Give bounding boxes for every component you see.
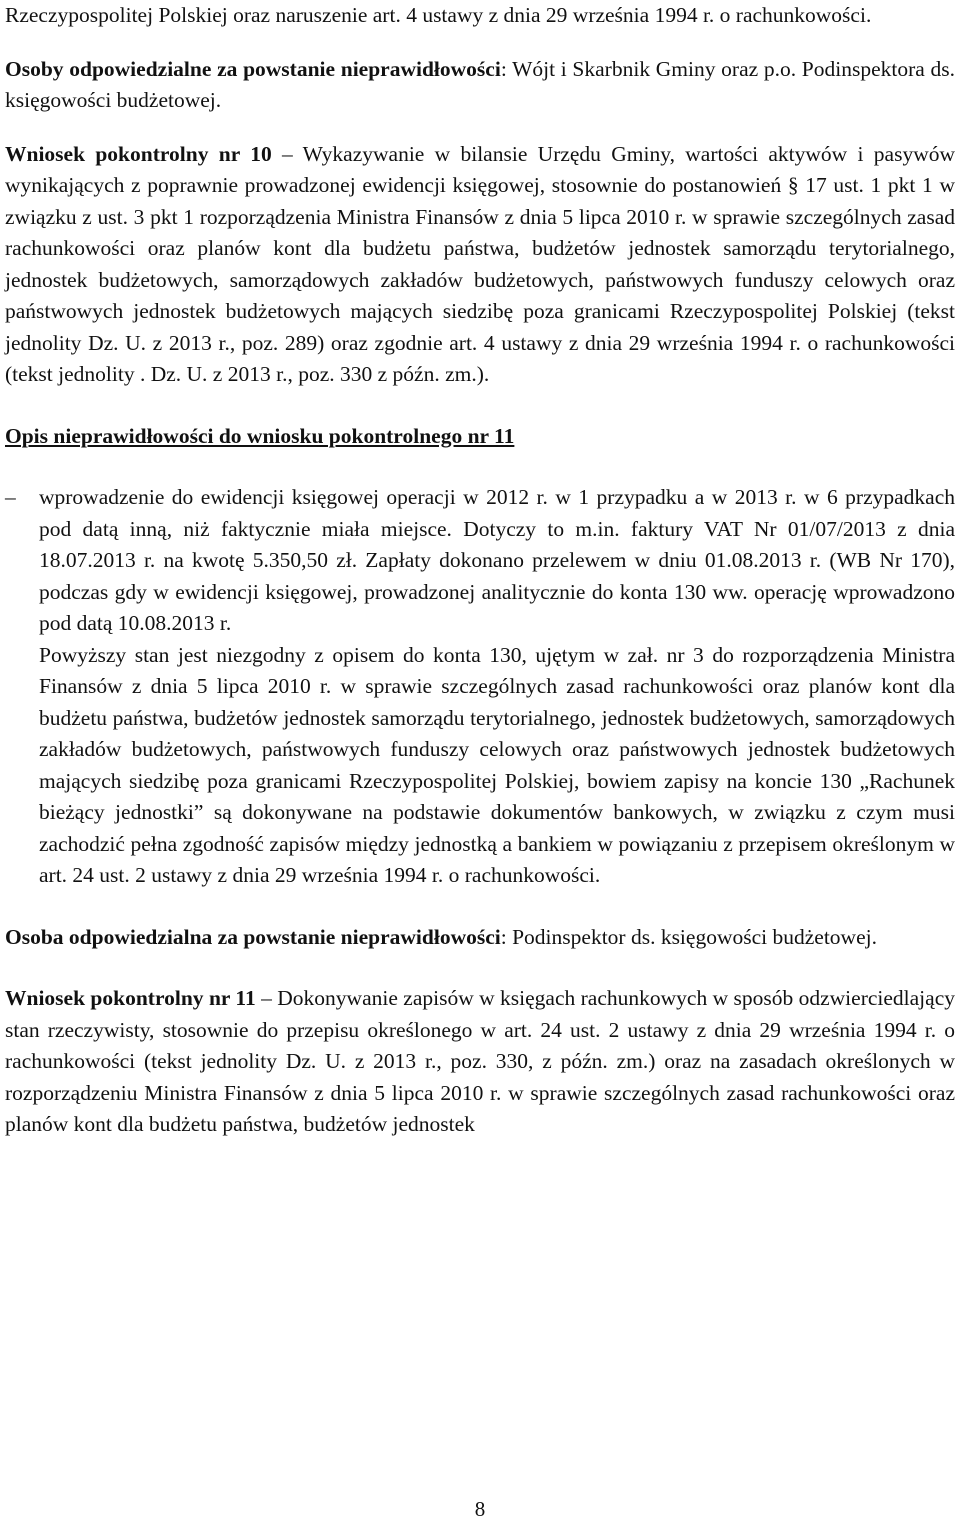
recommendation-10-label: Wniosek pokontrolny nr 10: [5, 141, 272, 166]
responsible-persons-label: Osoby odpowiedzialne za powstanie nieprawidłowości: [5, 56, 501, 81]
recommendation-10-paragraph: [5, 139, 955, 391]
responsible-person-text: : Podinspektor ds. księgowości budżetowej.: [500, 924, 877, 949]
recommendation-11-text: – Dokonywanie zapisów w księgach rachunkowych w sposób odzwierciedlający stan rzeczywisty, stosownie do przepisu określonego w art. 24 ust. 2 ustawy z dnia 29 września 1994 r. o rachunkowości (tekst jednolity Dz. U. z 2013 r., poz. 330, z późn. zm.) oraz na zasadach określonych w rozporządzeniu Ministra Finansów z dnia 5 lipca 2010 r. w sprawie szczególnych zasad rachunkowości oraz planów kont dla budżetu państwa, budżetów jednostek: [5, 986, 955, 1136]
recommendation-11-label: Wniosek pokontrolny nr 11: [5, 986, 256, 1010]
list-dash: –: [5, 485, 16, 509]
section-heading: Opis nieprawidłowości do wniosku pokontrolnego nr 11: [5, 423, 515, 448]
paragraph-continuation: Rzeczypospolitej Polskiej oraz naruszenie art. 4 ustawy z dnia 29 września 1994 r. o rachunkowości.: [5, 3, 872, 27]
responsible-person-paragraph: [5, 922, 955, 954]
recommendation-10-text: – Wykazywanie w bilansie Urzędu Gminy, wartości aktywów i pasywów wynikających z poprawnie prowadzonej ewidencji księgowej, stosownie do postanowień § 17 ust. 1 pkt 1 w związku z ust. 3 pkt 1 rozporządzenia Ministra Finansów z dnia 5 lipca 2010 r. w sprawie szczególnych zasad rachunkowości oraz planów kont dla budżetu państwa, budżetów jednostek samorządu terytorialnego, jednostek budżetowych, samorządowych zakładów budżetowych, państwowych funduszy celowych oraz państwowych jednostek budżetowych mających siedzibę poza granicami Rzeczypospolitej Polskiej (tekst jednolity Dz. U. z 2013 r., poz. 289) oraz zgodnie art. 4 ustawy z dnia 29 września 1994 r. o rachunkowości (tekst jednolity . Dz. U. z 2013 r., poz. 330 z późn. zm.).: [5, 141, 956, 386]
responsible-persons-text: : Wójt i Skarbnik Gminy oraz p.o. Podinspektora ds. księgowości budżetowej.: [5, 56, 955, 112]
responsible-persons-paragraph: [5, 54, 955, 117]
irregularity-item-text: wprowadzenie do ewidencji księgowej operacji w 2012 r. w 1 przypadku a w 2013 r. w 6 przypadkach pod datą inną, niż faktycznie miała miejsce. Dotyczy to m.in. faktury VAT Nr 01/07/2013 z dnia 18.07.2013 r. na kwotę 5.350,50 zł. Zapłaty dokonano przelewem w dniu 01.08.2013 r. (WB Nr 170), podczas gdy w ewidencji księgowej, prowadzonej analitycznie do konta 130 ww. operację wprowadzono pod datą 10.08.2013 r.: [39, 485, 955, 635]
page-number: 8: [474, 1497, 486, 1521]
irregularity-list-item: [5, 482, 955, 640]
recommendation-11-paragraph: [5, 983, 955, 1141]
responsible-person-label: Osoba odpowiedzialna za powstanie nieprawidłowości: [5, 924, 501, 949]
irregularity-explanation: Powyższy stan jest niezgodny z opisem do konta 130, ujętym w zał. nr 3 do rozporządzenia Ministra Finansów z dnia 5 lipca 2010 r. w sprawie szczególnych zasad rachunkowości oraz planów kont dla budżetu państwa, budżetów jednostek samorządu terytorialnego, jednostek budżetowych, samorządowych zakładów budżetowych, państwowych funduszy celowych oraz państwowych jednostek budżetowych mających siedzibę poza granicami Rzeczypospolitej Polskiej, bowiem zapisy na koncie 130 „Rachunek bieżący jednostki” są dokonywane na podstawie dokumentów bankowych, w związku z czym musi zachodzić pełna zgodność zapisów między jednostką a bankiem w powiązaniu z przepisem określonym w art. 24 ust. 2 ustawy z dnia 29 września 1994 r. o rachunkowości.: [39, 642, 955, 887]
document-page: [5, 0, 955, 1141]
